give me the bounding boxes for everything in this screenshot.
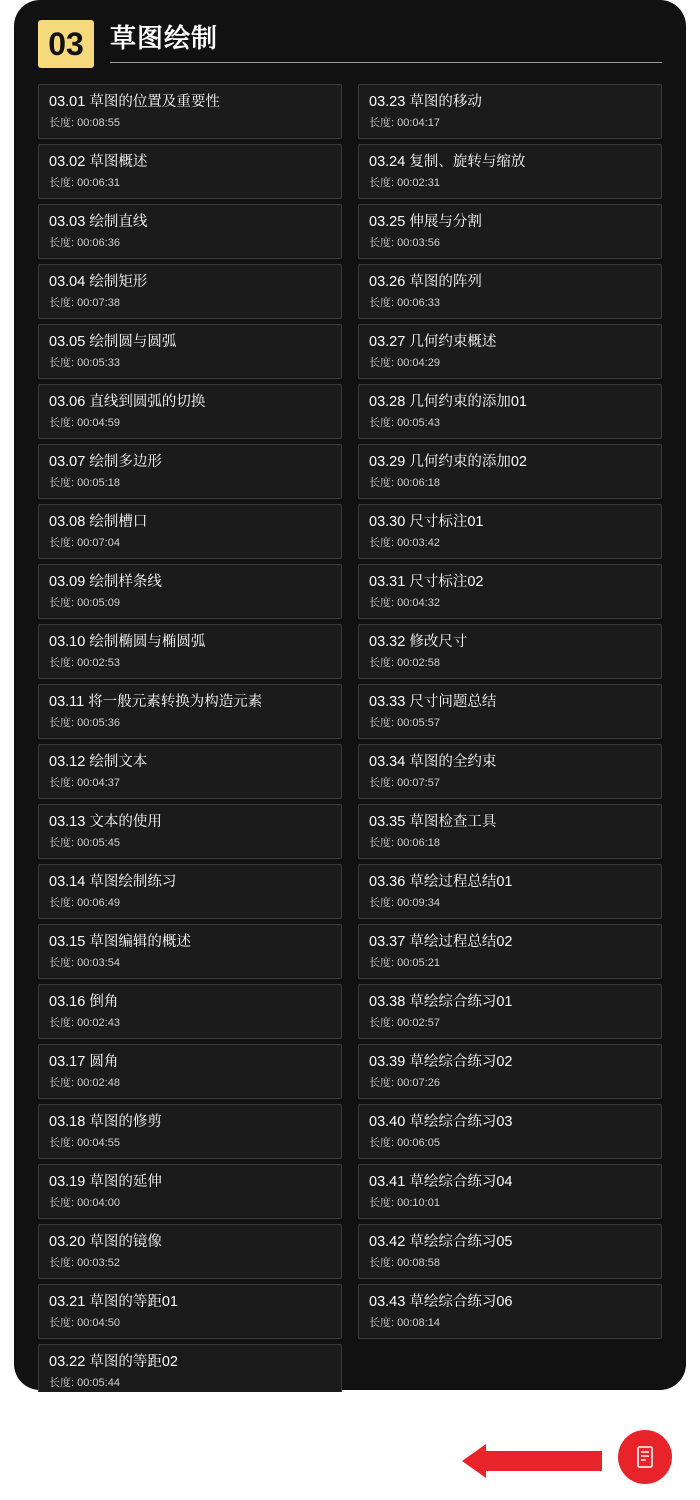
lesson-title: 03.10 绘制椭圆与椭圆弧 xyxy=(49,634,206,650)
lesson-title: 03.14 草图绘制练习 xyxy=(49,874,177,890)
lesson-item[interactable] xyxy=(358,144,662,199)
lesson-title: 03.22 草图的等距02 xyxy=(49,1354,178,1370)
lesson-duration: 长度: 00:05:09 xyxy=(49,597,120,609)
chapter-card xyxy=(14,0,686,1390)
lesson-duration: 长度: 00:05:43 xyxy=(369,417,440,429)
lesson-title: 03.30 尺寸标注01 xyxy=(369,514,484,530)
lesson-item[interactable] xyxy=(358,324,662,379)
lesson-item[interactable] xyxy=(358,1284,662,1339)
lesson-title: 03.17 圆角 xyxy=(49,1054,119,1070)
lesson-duration: 长度: 00:08:58 xyxy=(369,1257,440,1269)
lesson-duration: 长度: 00:06:18 xyxy=(369,477,440,489)
lesson-item[interactable] xyxy=(358,504,662,559)
lesson-item[interactable] xyxy=(358,1224,662,1279)
lesson-title: 03.37 草绘过程总结02 xyxy=(369,934,513,950)
lesson-duration: 长度: 00:06:05 xyxy=(369,1137,440,1149)
lesson-title: 03.33 尺寸问题总结 xyxy=(369,694,497,710)
lesson-item[interactable] xyxy=(38,324,342,379)
lesson-title: 03.24 复制、旋转与缩放 xyxy=(369,154,526,170)
lesson-title: 03.27 几何约束概述 xyxy=(369,334,497,350)
lesson-item[interactable] xyxy=(38,984,342,1039)
lesson-item[interactable] xyxy=(358,1044,662,1099)
lesson-duration: 长度: 00:04:37 xyxy=(49,777,120,789)
page-title: 草图绘制 xyxy=(110,23,219,53)
arrow-left-icon xyxy=(462,1444,602,1478)
lesson-title: 03.07 绘制多边形 xyxy=(49,454,162,470)
lesson-item[interactable] xyxy=(358,684,662,739)
lesson-title: 03.13 文本的使用 xyxy=(49,814,162,830)
lesson-item[interactable] xyxy=(38,1164,342,1219)
arrow-body xyxy=(484,1451,602,1471)
lesson-duration: 长度: 00:09:34 xyxy=(369,897,440,909)
lesson-item[interactable] xyxy=(358,984,662,1039)
lesson-item[interactable] xyxy=(358,384,662,439)
lesson-title: 03.09 绘制样条线 xyxy=(49,574,162,590)
lesson-title: 03.05 绘制圆与圆弧 xyxy=(49,334,177,350)
lesson-duration: 长度: 00:08:14 xyxy=(369,1317,440,1329)
document-icon-button[interactable] xyxy=(618,1430,672,1484)
lesson-duration: 长度: 00:06:36 xyxy=(49,237,120,249)
lesson-duration: 长度: 00:04:50 xyxy=(49,1317,120,1329)
lesson-title: 03.29 几何约束的添加02 xyxy=(369,454,527,470)
lesson-title: 03.15 草图编辑的概述 xyxy=(49,934,191,950)
lesson-item[interactable] xyxy=(38,444,342,499)
lesson-item[interactable] xyxy=(358,204,662,259)
lesson-title: 03.12 绘制文本 xyxy=(49,754,148,770)
lesson-title: 03.35 草图检查工具 xyxy=(369,814,497,830)
lesson-duration: 长度: 00:05:44 xyxy=(49,1377,120,1389)
arrow-head xyxy=(462,1444,486,1478)
lesson-duration: 长度: 00:07:04 xyxy=(49,537,120,549)
lesson-duration: 长度: 00:06:33 xyxy=(369,297,440,309)
lesson-item[interactable] xyxy=(38,264,342,319)
lesson-title: 03.40 草绘综合练习03 xyxy=(369,1114,513,1130)
lesson-title: 03.03 绘制直线 xyxy=(49,214,148,230)
lesson-duration: 长度: 00:02:57 xyxy=(369,1017,440,1029)
lesson-title: 03.28 几何约束的添加01 xyxy=(369,394,527,410)
lesson-item[interactable] xyxy=(38,924,342,979)
lesson-duration: 长度: 00:03:54 xyxy=(49,957,120,969)
lesson-item[interactable] xyxy=(358,264,662,319)
lesson-list-right xyxy=(358,84,662,1339)
lesson-item[interactable] xyxy=(358,84,662,139)
lesson-title: 03.19 草图的延伸 xyxy=(49,1174,162,1190)
lesson-title: 03.32 修改尺寸 xyxy=(369,634,468,650)
lesson-duration: 长度: 00:06:49 xyxy=(49,897,120,909)
lesson-duration: 长度: 00:07:38 xyxy=(49,297,120,309)
lesson-item[interactable] xyxy=(358,804,662,859)
lesson-duration: 长度: 00:02:43 xyxy=(49,1017,120,1029)
lesson-item[interactable] xyxy=(38,204,342,259)
lesson-item[interactable] xyxy=(38,564,342,619)
lesson-title: 03.34 草图的全约束 xyxy=(369,754,497,770)
lesson-item[interactable] xyxy=(38,624,342,679)
lesson-duration: 长度: 00:04:32 xyxy=(369,597,440,609)
lesson-item[interactable] xyxy=(358,744,662,799)
lesson-duration: 长度: 00:05:57 xyxy=(369,717,440,729)
lesson-duration: 长度: 00:07:26 xyxy=(369,1077,440,1089)
lesson-duration: 长度: 00:05:33 xyxy=(49,357,120,369)
lesson-duration: 长度: 00:04:00 xyxy=(49,1197,120,1209)
lesson-item[interactable] xyxy=(38,84,342,139)
chapter-header-right xyxy=(110,20,662,63)
lesson-duration: 长度: 00:03:56 xyxy=(369,237,440,249)
lesson-title: 03.20 草图的镜像 xyxy=(49,1234,162,1250)
lesson-item[interactable] xyxy=(38,1284,342,1339)
lesson-item[interactable] xyxy=(38,144,342,199)
document-icon xyxy=(632,1444,658,1470)
lesson-title: 03.11 将一般元素转换为构造元素 xyxy=(49,694,263,710)
lesson-item[interactable] xyxy=(358,1164,662,1219)
lesson-item[interactable] xyxy=(358,924,662,979)
lesson-item[interactable] xyxy=(358,1104,662,1159)
lesson-duration: 长度: 00:06:18 xyxy=(369,837,440,849)
lesson-duration: 长度: 00:04:17 xyxy=(369,117,440,129)
lesson-title: 03.06 直线到圆弧的切换 xyxy=(49,394,206,410)
lesson-item[interactable] xyxy=(358,564,662,619)
lesson-duration: 长度: 00:04:59 xyxy=(49,417,120,429)
lesson-duration: 长度: 00:08:55 xyxy=(49,117,120,129)
chapter-header xyxy=(32,16,668,68)
lesson-title: 03.04 绘制矩形 xyxy=(49,274,148,290)
lesson-title: 03.36 草绘过程总结01 xyxy=(369,874,513,890)
lesson-columns xyxy=(32,84,668,1399)
lesson-list-left xyxy=(38,84,342,1399)
lesson-item[interactable] xyxy=(38,684,342,739)
lesson-title: 03.25 伸展与分割 xyxy=(369,214,482,230)
lesson-item[interactable] xyxy=(38,864,342,919)
lesson-duration: 长度: 00:05:18 xyxy=(49,477,120,489)
lesson-item[interactable] xyxy=(38,744,342,799)
lesson-title: 03.43 草绘综合练习06 xyxy=(369,1294,513,1310)
lesson-title: 03.31 尺寸标注02 xyxy=(369,574,484,590)
lesson-duration: 长度: 00:04:29 xyxy=(369,357,440,369)
bottom-bar xyxy=(0,1392,700,1500)
lesson-title: 03.08 绘制槽口 xyxy=(49,514,148,530)
lesson-duration: 长度: 00:02:48 xyxy=(49,1077,120,1089)
lesson-item[interactable] xyxy=(38,1104,342,1159)
lesson-item[interactable] xyxy=(38,804,342,859)
lesson-title: 03.01 草图的位置及重要性 xyxy=(49,94,220,110)
lesson-item[interactable] xyxy=(38,1044,342,1099)
lesson-duration: 长度: 00:05:45 xyxy=(49,837,120,849)
lesson-duration: 长度: 00:05:21 xyxy=(369,957,440,969)
lesson-title: 03.39 草绘综合练习02 xyxy=(369,1054,513,1070)
lesson-item[interactable] xyxy=(358,864,662,919)
lesson-title: 03.38 草绘综合练习01 xyxy=(369,994,513,1010)
lesson-title: 03.23 草图的移动 xyxy=(369,94,482,110)
lesson-duration: 长度: 00:02:58 xyxy=(369,657,440,669)
chapter-number-badge: 03 xyxy=(38,20,94,68)
lesson-item[interactable] xyxy=(38,384,342,439)
lesson-duration: 长度: 00:07:57 xyxy=(369,777,440,789)
lesson-title: 03.42 草绘综合练习05 xyxy=(369,1234,513,1250)
lesson-duration: 长度: 00:02:31 xyxy=(369,177,440,189)
lesson-title: 03.21 草图的等距01 xyxy=(49,1294,178,1310)
lesson-item[interactable] xyxy=(38,1224,342,1279)
lesson-item[interactable] xyxy=(38,504,342,559)
lesson-duration: 长度: 00:05:36 xyxy=(49,717,120,729)
lesson-duration: 长度: 00:02:53 xyxy=(49,657,120,669)
lesson-item[interactable] xyxy=(38,1344,342,1399)
lesson-title: 03.18 草图的修剪 xyxy=(49,1114,162,1130)
lesson-title: 03.26 草图的阵列 xyxy=(369,274,482,290)
lesson-duration: 长度: 00:06:31 xyxy=(49,177,120,189)
lesson-title: 03.16 倒角 xyxy=(49,994,119,1010)
header-divider xyxy=(110,62,662,63)
lesson-duration: 长度: 00:10:01 xyxy=(369,1197,440,1209)
lesson-duration: 长度: 00:03:52 xyxy=(49,1257,120,1269)
lesson-item[interactable] xyxy=(358,444,662,499)
lesson-title: 03.02 草图概述 xyxy=(49,154,148,170)
lesson-item[interactable] xyxy=(358,624,662,679)
lesson-duration: 长度: 00:03:42 xyxy=(369,537,440,549)
lesson-duration: 长度: 00:04:55 xyxy=(49,1137,120,1149)
lesson-title: 03.41 草绘综合练习04 xyxy=(369,1174,513,1190)
